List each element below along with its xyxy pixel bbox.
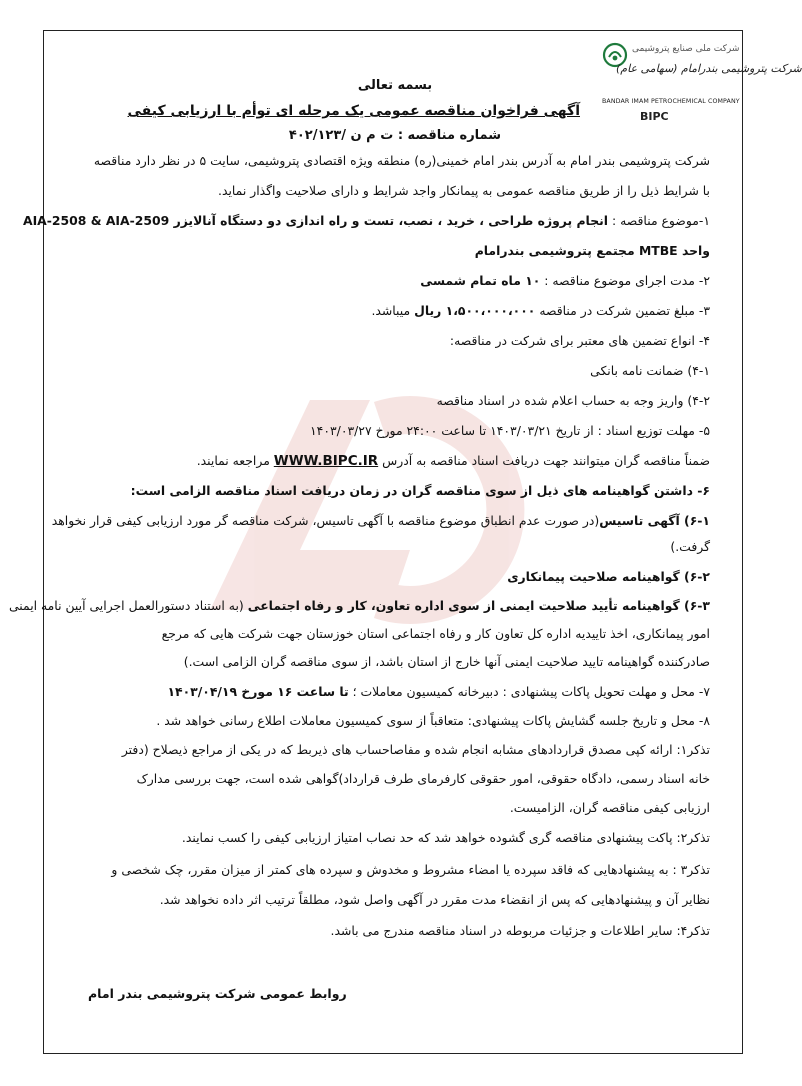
cert-1 <box>51 512 710 530</box>
company-logo <box>596 40 802 128</box>
note-1-line-1: تذکر۱: ارائه کپی مصدق قراردادهای مشابه انجام شده و مفاصاحساب های ذیربط که در یکی از مراجع ذیصلاح (دفتر <box>121 742 710 757</box>
item-delivery <box>55 683 710 701</box>
subject-label: ۱-موضوع مناقصه : <box>612 213 710 228</box>
guarantee-value: ۱،۵۰۰،۰۰۰،۰۰۰ ریال <box>414 303 536 318</box>
logo-abbreviation: BIPC <box>640 110 669 123</box>
item-certificates: ۶- داشتن گواهینامه های ذیل از سوی مناقصه گران در زمان دریافت اسناد مناقصه الزامی است: <box>130 483 710 498</box>
item-guarantee <box>55 302 710 320</box>
page-title: آگهی فراخوان مناقصه عمومی یک مرحله ای توأم با ارزیابی کیفی <box>127 103 580 119</box>
cert-2: ۶-۲) گواهینامه صلاحیت پیمانکاری <box>507 569 710 584</box>
note-1-line-3: ارزیابی کیفی مناقصه گران، الزامیست. <box>509 800 710 815</box>
website-prefix: ضمناً مناقصه گران میتوانند جهت دریافت اسناد مناقصه به آدرس <box>382 453 710 468</box>
item-subject <box>22 212 710 230</box>
delivery-label: ۷- محل و مهلت تحویل پاکات پیشنهادی : دبیرخانه کمیسیون معاملات ؛ <box>352 684 710 699</box>
intro-line-1: شرکت پتروشیمی بندر امام به آدرس بندر امام خمینی(ره) منطقه ویژه اقتصادی پتروشیمی، سایت ۵ در نظر دارد مناقصه <box>93 153 710 168</box>
item-distribution: ۵- مهلت توزیع اسناد : از تاریخ ۱۴۰۳/۰۳/۲۱ تا ساعت ۲۴:۰۰ مورخ ۱۴۰۳/۰۳/۲۷ <box>310 423 710 438</box>
note-2: تذکر۲: پاکت پیشنهادی مناقصه گری گشوده خواهد شد که حد نصاب امتیاز ارزیابی کیفی را کسب نمایند. <box>181 830 710 845</box>
note-1-line-2: خانه اسناد رسمی، دادگاه حقوقی، امور حقوقی کارفرمای طرف قرارداد)گواهی شده است، جهت بررسی مدارک <box>136 771 710 786</box>
cert-3 <box>8 597 710 615</box>
note-3-line-2: نظایر آن و پیشنهادهایی که پس از انقضاء مدت مقرر در آگهی واصل شود، مطلقاً ترتیب اثر داده نخواهد شد. <box>159 892 710 907</box>
tender-number <box>210 128 580 143</box>
cert-1-label: ۶-۱) آگهی تاسیس <box>599 513 710 528</box>
cert-3-text: (به استناد دستورالعمل اجرایی آیین نامه ایمنی <box>8 598 244 613</box>
public-relations-signature: روابط عمومی شرکت پتروشیمی بندر امام <box>88 986 347 1001</box>
guarantee-suffix: میباشد. <box>371 303 411 318</box>
guarantee-label: ۳- مبلغ تضمین شرکت در مناقصه <box>539 303 710 318</box>
tender-number-label: شماره مناقصه : <box>397 128 502 143</box>
basmala: بسمه تعالی <box>357 78 433 93</box>
website-suffix: مراجعه نمایند. <box>196 453 270 468</box>
subject-value-line-2: واحد MTBE مجتمع پتروشیمی بندرامام <box>474 243 710 258</box>
duration-label: ۲- مدت اجرای موضوع مناقصه : <box>544 273 710 288</box>
logo-company-name-fa: شرکت پتروشیمی بندرامام (سهامی عام) <box>616 62 802 75</box>
item-guarantee-types: ۴- انواع تضمین های معتبر برای شرکت در مناقصه: <box>449 333 710 348</box>
website-link[interactable]: WWW.BIPC.IR <box>273 453 379 469</box>
cert-1-text: (در صورت عدم انطباق موضوع مناقصه با آگهی تاسیس، شرکت مناقصه گر مورد ارزیابی کیفی قرار نخواهد <box>51 513 600 528</box>
subject-value: انجام پروژه طراحی ، خرید ، نصب، تست و راه اندازی دو دستگاه آنالایزر AIA-2508 & AIA-2509 <box>22 213 609 228</box>
intro-line-2: با شرایط ذیل را از طریق مناقصه عمومی به پیمانکار واجد شرایط و دارای صلاحیت واگذار نماید. <box>218 183 710 198</box>
logo-company-name-en: BANDAR IMAM PETROCHEMICAL COMPANY <box>602 98 740 105</box>
cert-1-line-2: گرفت.) <box>670 539 710 554</box>
tender-number-value: ت م ن /۴۰۲/۱۲۳ <box>288 128 394 143</box>
delivery-value: تا ساعت ۱۶ مورخ ۱۴۰۳/۰۴/۱۹ <box>167 684 349 699</box>
cert-3-label: ۶-۳) گواهینامه تأیید صلاحیت ایمنی از سوی اداره تعاون، کار و رفاه اجتماعی <box>247 598 710 613</box>
guarantee-type-2: ۴-۲) واریز وجه به حساب اعلام شده در اسناد مناقصه <box>436 393 710 408</box>
note-3-line-1: تذکر۳ : به پیشنهادهایی که فاقد سپرده یا امضاء مشروط و مخدوش و سپرده های کمتر از میزان مقرر، چک شخصی و <box>111 862 710 877</box>
logo-parent-company-text: شرکت ملی صنایع پتروشیمی <box>632 44 740 54</box>
cert-3-line-3: صادرکننده گواهینامه تایید صلاحیت ایمنی آنها خارج از استان باشد، از سوی مناقصه گران الزامی است.) <box>183 654 710 669</box>
note-4: تذکر۴: سایر اطلاعات و جزئیات مربوطه در اسناد مناقصه مندرج می باشد. <box>330 923 710 938</box>
duration-value: ۱۰ ماه تمام شمسی <box>420 273 541 288</box>
item-duration <box>55 272 710 290</box>
cert-3-line-2: امور پیمانکاری، اخذ تاییدیه اداره کل تعاون کار و رفاه اجتماعی استان خوزستان جهت شرکت هایی که مرجع <box>161 626 710 641</box>
website-line <box>55 452 710 470</box>
guarantee-type-1: ۴-۱) ضمانت نامه بانکی <box>590 363 710 378</box>
item-opening: ۸- محل و تاریخ جلسه گشایش پاکات پیشنهادی: متعاقباً از سوی کمیسیون معاملات اطلاع رسانی خواهد شد . <box>156 713 710 728</box>
